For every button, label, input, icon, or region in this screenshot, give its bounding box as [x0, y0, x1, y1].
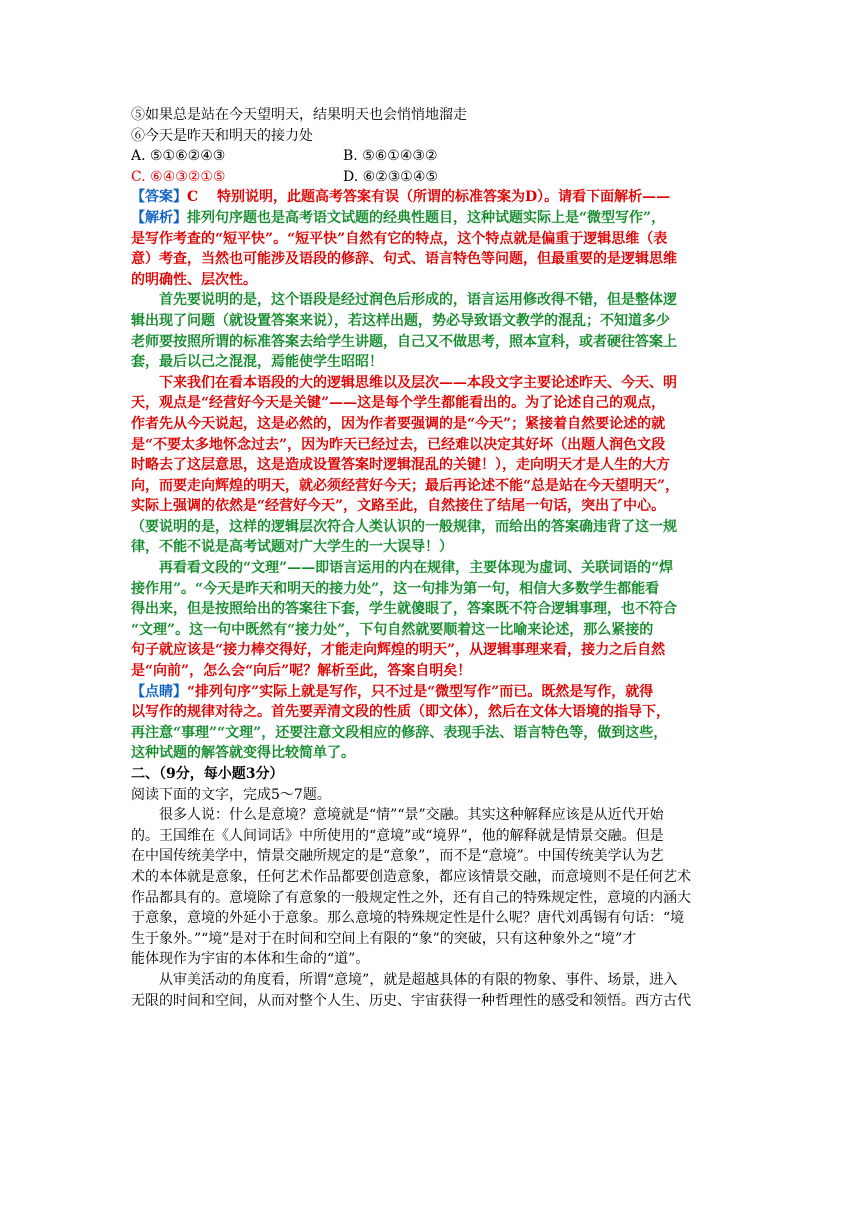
analysis-line: 时略去了这层意思，这是造成设置答案时逻辑混乱的关键！），走向明天才是人生的大方 — [131, 457, 670, 474]
reading-line: 于意象，意境的外延小于意象。那么意境的特殊规定性是什么呢？唐代刘禹锡有句话：“境 — [131, 910, 685, 927]
reading-line: 从审美活动的角度看，所谓“意境”，就是超越具体的有限的物象、事件、场景，进入 — [159, 971, 678, 988]
analysis-line: （要说明的是，这样的逻辑层次符合人类认识的一般规律，而给出的答案确违背了这一规 — [131, 518, 677, 535]
analysis-line: 律，不能不说是高考试题对广大学生的一大误导！） — [131, 539, 453, 556]
analysis-line: 意）考查，当然也可能涉及语段的修辞、句式、语言特色等问题，但最重要的是逻辑思维 — [131, 251, 677, 268]
tip-line: 以写作的规律对待之。首先要弄清文段的性质（即文体），然后在文体大语境的指导下， — [131, 704, 670, 721]
answer-tag: 【答案】 — [131, 189, 187, 206]
tip-line: 这种试题的解答就变得比较简单了。 — [131, 745, 355, 762]
reading-paragraph-1 — [131, 805, 731, 970]
reading-line: 生于象外。”“境”是对于在时间和空间上有限的“象”的突破，只有这种象外之“境”才 — [131, 930, 637, 947]
analysis-line: 首先要说明的是，这个语段是经过润色后形成的，语言运用修改得不错，但是整体逻 — [159, 292, 677, 309]
analysis-paragraph-4 — [131, 558, 731, 682]
analysis-line: 下来我们在看本语段的大的逻辑思维以及层次——本段文字主要论述昨天、今天、明 — [159, 374, 677, 391]
analysis-line: 的明确性、层次性。 — [131, 271, 257, 288]
tip-paragraph — [131, 682, 731, 764]
tip-line: 【点睛】“排列句序”实际上就是写作，只不过是“微型写作”而已。既然是写作，就得 — [131, 683, 654, 700]
reading-paragraph-2 — [131, 970, 731, 1011]
answer-text: C 特别说明，此题高考答案有误（所谓的标准答案为D）。请看下面解析—— — [187, 189, 671, 206]
option-d: D. ⑥②③①④⑤ — [343, 168, 438, 185]
analysis-line: “文理”。这一句中既然有“接力处”，下句自然就要顺着这一比喻来论述，那么紧接的 — [131, 621, 654, 638]
analysis-line: 辑出现了问题（就设置答案来说），若这样出题，势必导致语文教学的混乱；不知道多少 — [131, 312, 670, 329]
options-row-2 — [131, 167, 731, 188]
analysis-line: 句子就应该是“接力棒交得好，才能走向辉煌的明天”，从逻辑事理来看，接力之后自然 — [131, 642, 666, 659]
reading-line: 的。王国维在《人间词话》中所使用的“意境”或“境界”，他的解释就是情景交融。但是 — [131, 827, 664, 844]
option-c: C. ⑥④③②①⑤ — [131, 168, 226, 185]
analysis-paragraph-2 — [131, 290, 731, 372]
analysis-line: 得出来，但是按照给出的答案往下套，学生就傻眼了，答案既不符合逻辑事理，也不符合 — [131, 601, 677, 618]
analysis-line: 接作用”。“今天是昨天和明天的接力处”，这一句排为第一句，相信大多数学生都能看 — [131, 580, 660, 597]
analysis-line: 套，最后以己之混混，焉能使学生昭昭！ — [131, 354, 383, 371]
question-item-6: ⑥今天是昨天和明天的接力处 — [131, 127, 313, 144]
analysis-line: 天，观点是“经营好今天是关键”——这是每个学生都能看出的。为了论述自己的观点， — [131, 395, 666, 412]
tip-tag: 【点睛】 — [131, 683, 187, 700]
option-b: B. ⑤⑥①④③② — [343, 148, 438, 165]
analysis-line: 作者先从今天说起，这是必然的，因为作者要强调的是“今天”；紧接着自然要论述的就 — [131, 415, 666, 432]
analysis-line: 是“向前”，怎么会“向后”呢？解析至此，答案自明矣！ — [131, 663, 472, 680]
tip-line: 再注意“事理”“文理”，还要注意文段相应的修辞、表现手法、语言特色等，做到这些， — [131, 724, 668, 741]
options-row-1 — [131, 146, 731, 167]
analysis-line: 【解析】排列句序题也是高考语文试题的经典性题目，这种试题实际上是“微型写作”， — [131, 209, 666, 226]
analysis-line: 实际上强调的依然是“经营好今天”，文路至此，自然接住了结尾一句话，突出了中心。 — [131, 498, 666, 515]
document-page — [131, 105, 731, 1011]
question-item-5: ⑤如果总是站在今天望明天，结果明天也会悄悄地溜走 — [131, 107, 467, 123]
analysis-line: 向，而要走向辉煌的明天，就必须经营好今天；最后再论述不能“总是站在今天望明天”， — [131, 477, 680, 494]
section-instruction: 阅读下面的文字，完成5～7题。 — [131, 786, 331, 803]
answer-line — [131, 187, 731, 208]
reading-line: 能体现作为宇宙的本体和生命的“道”。 — [131, 951, 370, 968]
analysis-tag: 【解析】 — [131, 209, 187, 226]
option-a: A. ⑤①⑥②④③ — [131, 148, 226, 165]
reading-line: 术的本体就是意象，任何艺术作品都要创造意象，都应该情景交融，而意境则不是任何艺术 — [131, 868, 691, 885]
reading-line: 作品都具有的。意境除了有意象的一般规定性之外，还有自己的特殊规定性，意境的内涵大 — [131, 889, 691, 906]
reading-line: 在中国传统美学中，情景交融所规定的是“意象”，而不是“意境”。中国传统美学认为艺 — [131, 848, 664, 865]
analysis-paragraph-3 — [131, 373, 731, 558]
section-heading: 二、（9分，每小题3分） — [131, 766, 284, 782]
analysis-line: 老师要按照所谓的标准答案去给学生讲题，自己又不做思考，照本宣科，或者硬往答案上 — [131, 333, 677, 350]
reading-line: 很多人说：什么是意境？意境就是“情”“景”交融。其实这种解释应该是从近代开始 — [159, 807, 664, 824]
reading-line: 无限的时间和空间，从而对整个人生、历史、宇宙获得一种哲理性的感受和领悟。西方古代 — [131, 992, 691, 1009]
analysis-paragraph-1 — [131, 208, 731, 290]
analysis-line: 是“不要太多地怀念过去”，因为昨天已经过去，已经难以决定其好坏（出题人润色文段 — [131, 436, 666, 453]
analysis-line: 是写作考查的“短平快”。“短平快”自然有它的特点，这个特点就是偏重于逻辑思维（表 — [131, 230, 668, 247]
analysis-line: 再看看文段的“文理”——即语言运用的内在规律，主要体现为虚词、关联词语的“焊 — [159, 560, 674, 577]
